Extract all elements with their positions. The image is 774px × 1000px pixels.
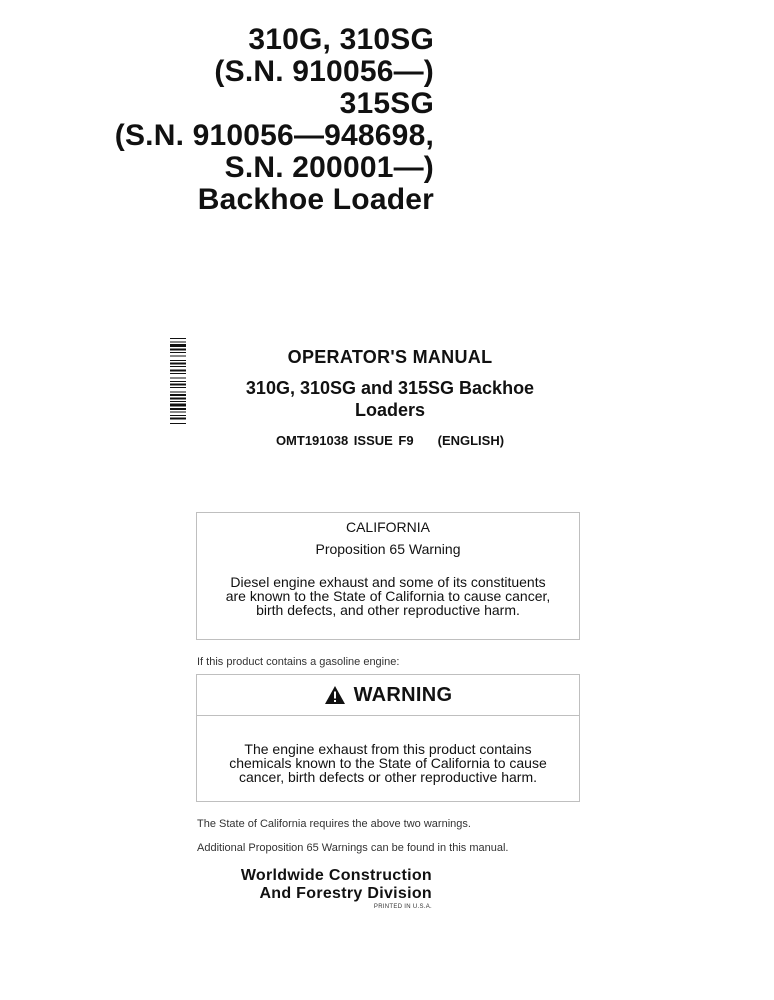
barcode-bar [170, 342, 186, 343]
barcode-bar [170, 338, 186, 339]
state-requirement-note: The State of California requires the above two warnings. [197, 818, 471, 830]
california-text-line: Diesel engine exhaust and some of its constituents [230, 574, 546, 590]
barcode-bar [170, 352, 186, 353]
manual-id-line [200, 433, 580, 448]
california-text-line: are known to the State of California to cause cancer, [225, 588, 551, 604]
manual-id: OMT191038 ISSUE F9 [275, 433, 414, 448]
barcode-bar [170, 394, 186, 396]
warning-text-line: chemicals known to the State of California to cause [229, 755, 547, 771]
gasoline-note: If this product contains a gasoline engine: [197, 656, 400, 668]
warning-text-line: cancer, birth defects or other reproductive harm. [238, 769, 538, 785]
barcode-bar [170, 363, 186, 365]
barcode-bar [170, 412, 186, 413]
division-block [241, 867, 432, 910]
barcode-bar [170, 384, 186, 386]
barcode-bar [170, 418, 186, 420]
california-title: CALIFORNIA [345, 519, 430, 535]
barcode-bar [170, 423, 186, 424]
additional-warnings-note: Additional Proposition 65 Warnings can be found in this manual. [197, 842, 509, 854]
manual-subtitle-line: 310G, 310SG and 315SG Backhoe [245, 378, 535, 398]
title-line: (S.N. 910056—948698, [114, 119, 434, 152]
barcode-bar [170, 349, 186, 351]
manual-heading: OPERATOR'S MANUAL [287, 347, 493, 367]
california-subtitle: Proposition 65 Warning [315, 541, 461, 557]
warning-triangle-icon [324, 685, 346, 705]
california-text-line: birth defects, and other reproductive harm. [256, 602, 520, 618]
barcode-bar [170, 344, 186, 347]
title-line: 310G, 310SG [248, 23, 434, 56]
california-prop65-box [196, 512, 580, 640]
title-line: (S.N. 910056—) [214, 55, 434, 88]
barcode-bar [170, 356, 186, 357]
barcode-bar [170, 381, 186, 382]
warning-box [196, 674, 580, 802]
barcode-bar [170, 398, 186, 400]
barcode-bar [170, 387, 186, 388]
division-line: And Forestry Division [259, 885, 432, 902]
barcode-bar [170, 404, 186, 407]
barcode-bar [170, 370, 186, 372]
barcode-bar [170, 378, 186, 379]
manual-subtitle [200, 377, 580, 421]
manual-language: (ENGLISH) [437, 433, 505, 448]
title-block [115, 24, 434, 216]
title-line: Backhoe Loader [197, 183, 434, 216]
warning-text [207, 742, 569, 784]
california-text [207, 575, 569, 617]
division-line: Worldwide Construction [240, 867, 432, 884]
warning-header [197, 675, 579, 716]
manual-subtitle-line: Loaders [354, 400, 426, 420]
barcode-bar [170, 415, 186, 416]
warning-text-line: The engine exhaust from this product contains [244, 741, 532, 757]
manual-info [200, 345, 580, 448]
title-line: S.N. 200001—) [224, 151, 434, 184]
barcode-bar [170, 360, 186, 361]
title-line: 315SG [339, 87, 434, 120]
barcode-bar [170, 366, 186, 367]
barcode-bar [170, 392, 186, 393]
barcode-bar [170, 401, 186, 402]
printed-in-label: PRINTED IN U.S.A. [373, 904, 432, 910]
barcode [170, 338, 186, 466]
barcode-bar [170, 408, 186, 410]
warning-title: WARNING [353, 683, 453, 706]
barcode-bar [170, 373, 186, 374]
